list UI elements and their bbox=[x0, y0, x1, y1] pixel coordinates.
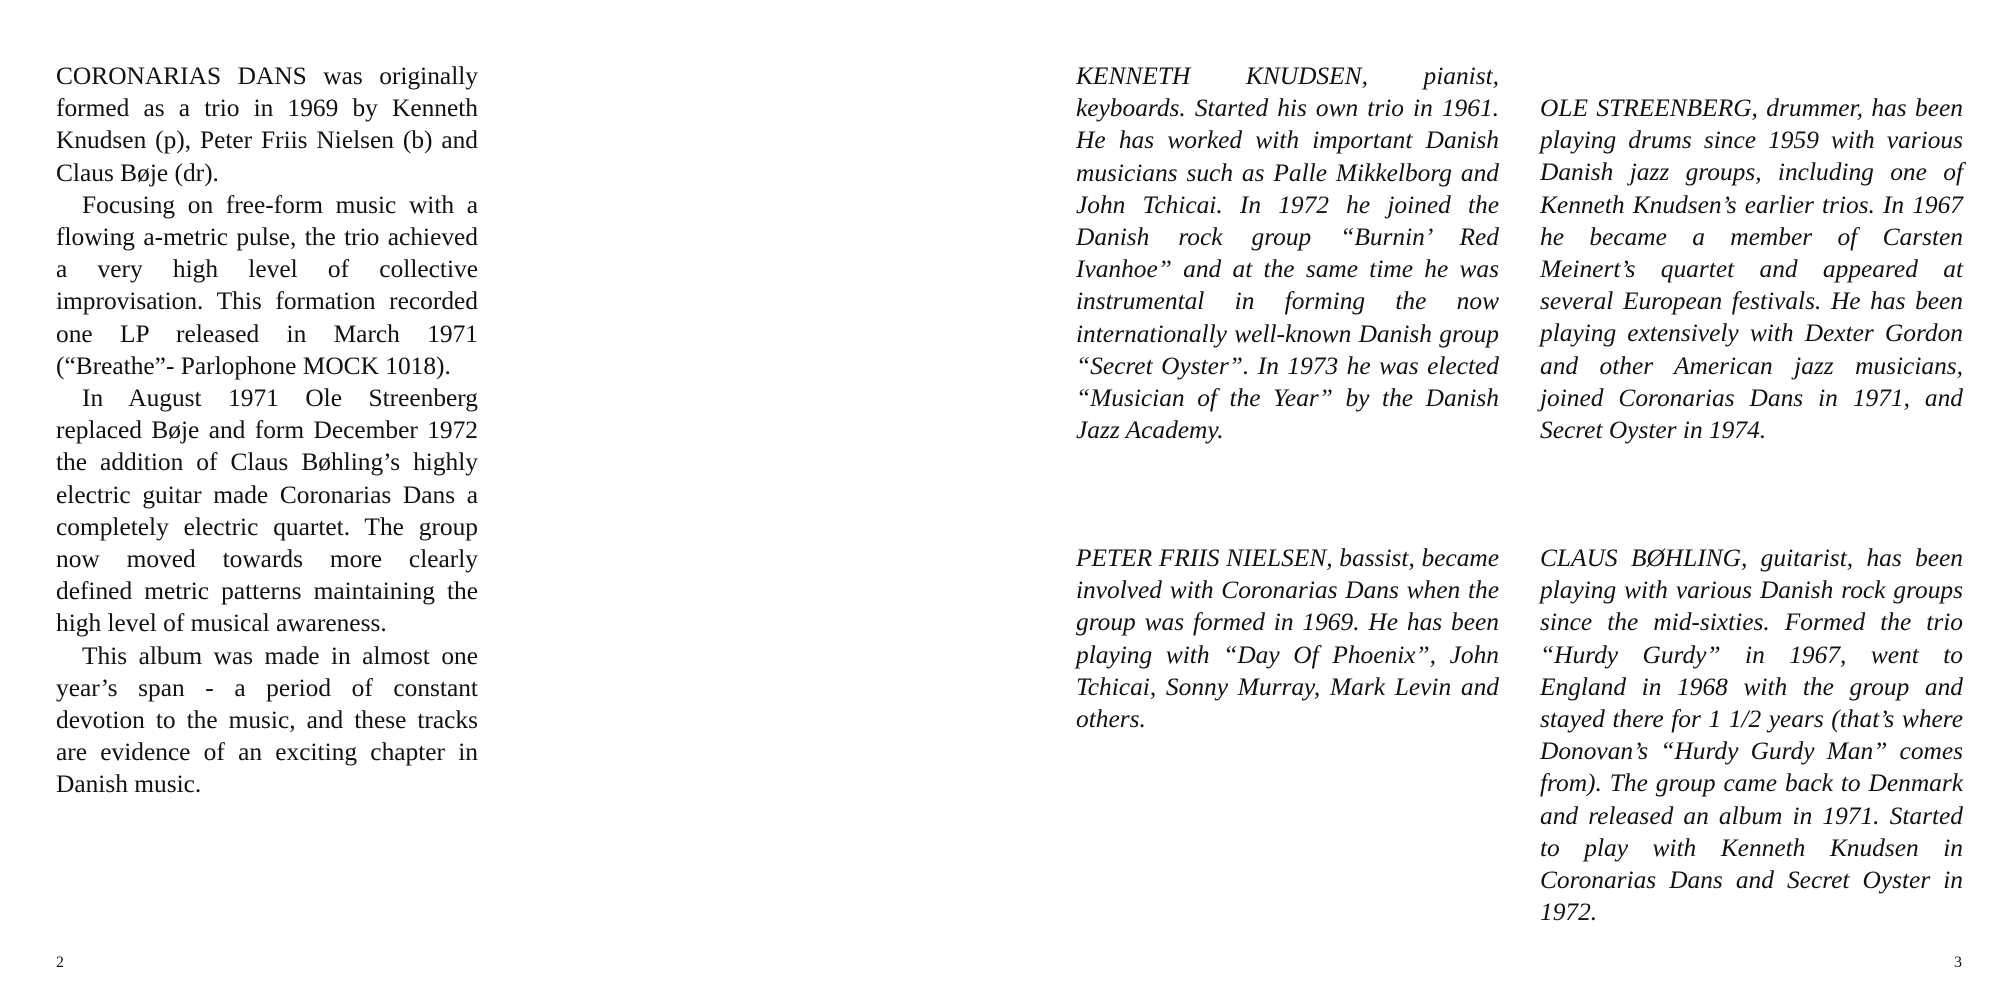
history-paragraph: In August 1971 Ole Streenberg replaced Bøje and form December 1972 the addition of Claus Bøhling’s highly electric guitar made Coronarias Dans a completely electric quartet. The group now moved towards more clearly defined metric patterns maintaining the high level of musical awareness. bbox=[56, 384, 478, 638]
bio-peter-friis-nielsen: PETER FRIIS NIELSEN, bassist, became involved with Coronarias Dans when the group was formed in 1969. He has been playing with “Day Of Phoenix”, John Tchicai, Sonny Murray, Mark Levin and others. bbox=[1076, 544, 1499, 734]
history-paragraph: This album was made in almost one year’s span - a period of constant devotion to the music, and these tracks are evidence of an exciting chapter in Danish music. bbox=[56, 641, 478, 799]
bio-claus-bohling: CLAUS BØHLING, guitarist, has been playing with various Danish rock groups since the mid-sixties. Formed the trio “Hurdy Gurdy” in 1967, went to England in 1968 with the group and stayed there for 1 1/2 years (that’s where Donovan’s “Hurdy Gurdy Man” comes from). The group came back to Denmark and released an album in 1971. Started to play with Kenneth Knudsen in Coronarias Dans and Secret Oyster in 1972. bbox=[1540, 544, 1963, 927]
page-number-right: 3 bbox=[1954, 954, 1962, 971]
bio-ole-streenberg: OLE STREENBERG, drummer, has been playing drums since 1959 with various Danish jazz groups, including one of Kenneth Knudsen’s earlier trios. In 1967 he became a member of Carsten Meinert’s quartet and appeared at several European festivals. He has been playing extensively with Dexter Gordon and other American jazz musicians, joined Coronarias Dans in 1971, and Secret Oyster in 1974. bbox=[1540, 94, 1963, 445]
left-page bbox=[0, 0, 999, 1000]
right-page bbox=[1000, 0, 1999, 1000]
bio-kenneth-knudsen: KENNETH KNUDSEN, pianist, keyboards. Started his own trio in 1961. He has worked with important Danish musicians such as Palle Mikkelborg and John Tchicai. In 1972 he joined the Danish rock group “Burnin’ Red Ivanhoe” and at the same time he was instrumental in forming the now internationally well-known Danish group “Secret Oyster”. In 1973 he was elected “Musician of the Year” by the Danish Jazz Academy. bbox=[1076, 62, 1499, 445]
page-number-left: 2 bbox=[56, 954, 64, 971]
history-paragraph: CORONARIAS DANS was originally formed as a trio in 1969 by Kenneth Knudsen (p), Peter Friis Nielsen (b) and Claus Bøje (dr). bbox=[56, 62, 478, 187]
band-history-text bbox=[56, 60, 478, 801]
history-paragraph: Focusing on free-form music with a flowing a-metric pulse, the trio achieved a very high level of collective improvisation. This formation recorded one LP released in March 1971 (“Breathe”- Parlophone MOCK 1018). bbox=[56, 190, 478, 380]
